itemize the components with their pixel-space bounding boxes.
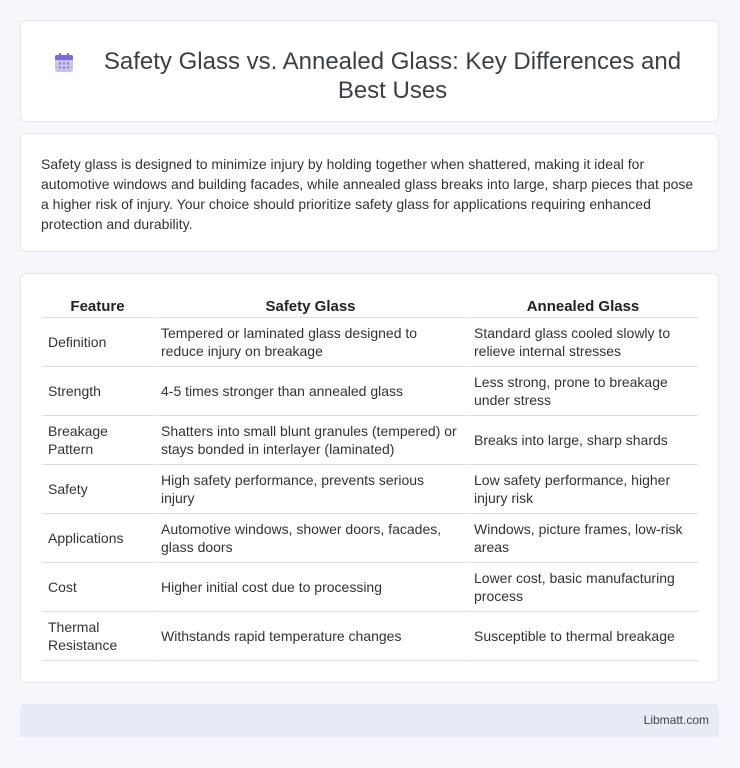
annealed-glass-cell: Susceptible to thermal breakage (468, 612, 698, 661)
feature-cell: Breakage Pattern (42, 416, 155, 465)
table-row (42, 318, 698, 367)
page-title: Safety Glass vs. Annealed Glass: Key Differences and Best Uses (103, 48, 682, 104)
safety-glass-cell: Tempered or laminated glass designed to reduce injury on breakage (155, 318, 468, 367)
feature-cell: Definition (42, 318, 155, 367)
safety-glass-cell: Withstands rapid temperature changes (155, 612, 468, 661)
title-card (20, 20, 719, 122)
safety-glass-cell: 4-5 times stronger than annealed glass (155, 367, 468, 416)
feature-cell: Cost (42, 563, 155, 612)
header-annealed-glass: Annealed Glass (468, 296, 698, 318)
table-header-row (42, 296, 698, 318)
footer-brand-link[interactable]: Libmatt.com (643, 713, 709, 727)
safety-glass-cell: Automotive windows, shower doors, facades, glass doors (155, 514, 468, 563)
table-row (42, 514, 698, 563)
annealed-glass-cell: Less strong, prone to breakage under stress (468, 367, 698, 416)
footer (20, 704, 719, 737)
feature-cell: Safety (42, 465, 155, 514)
summary-text: Safety glass is designed to minimize injury by holding together when shattered, making it ideal for automotive windows and building facades, while annealed glass breaks into large, sharp pieces that pose a higher risk of injury. Your choice should prioritize safety glass for applications requiring enhanced protection and durability. (41, 156, 694, 232)
feature-cell: Thermal Resistance (42, 612, 155, 661)
table-row (42, 563, 698, 612)
comparison-card (20, 273, 719, 683)
table-row (42, 367, 698, 416)
annealed-glass-cell: Lower cost, basic manufacturing process (468, 563, 698, 612)
annealed-glass-cell: Low safety performance, higher injury risk (468, 465, 698, 514)
safety-glass-cell: High safety performance, prevents serious injury (155, 465, 468, 514)
table-row (42, 612, 698, 661)
annealed-glass-cell: Breaks into large, sharp shards (468, 416, 698, 465)
table-row (42, 416, 698, 465)
annealed-glass-cell: Windows, picture frames, low-risk areas (468, 514, 698, 563)
summary-card (20, 133, 719, 252)
safety-glass-cell: Shatters into small blunt granules (tempered) or stays bonded in interlayer (laminated) (155, 416, 468, 465)
comparison-table (42, 296, 698, 661)
annealed-glass-cell: Standard glass cooled slowly to relieve internal stresses (468, 318, 698, 367)
feature-cell: Strength (42, 367, 155, 416)
safety-glass-cell: Higher initial cost due to processing (155, 563, 468, 612)
header-feature: Feature (42, 296, 155, 318)
calendar-icon (52, 51, 76, 75)
table-row (42, 465, 698, 514)
header-safety-glass: Safety Glass (155, 296, 468, 318)
feature-cell: Applications (42, 514, 155, 563)
